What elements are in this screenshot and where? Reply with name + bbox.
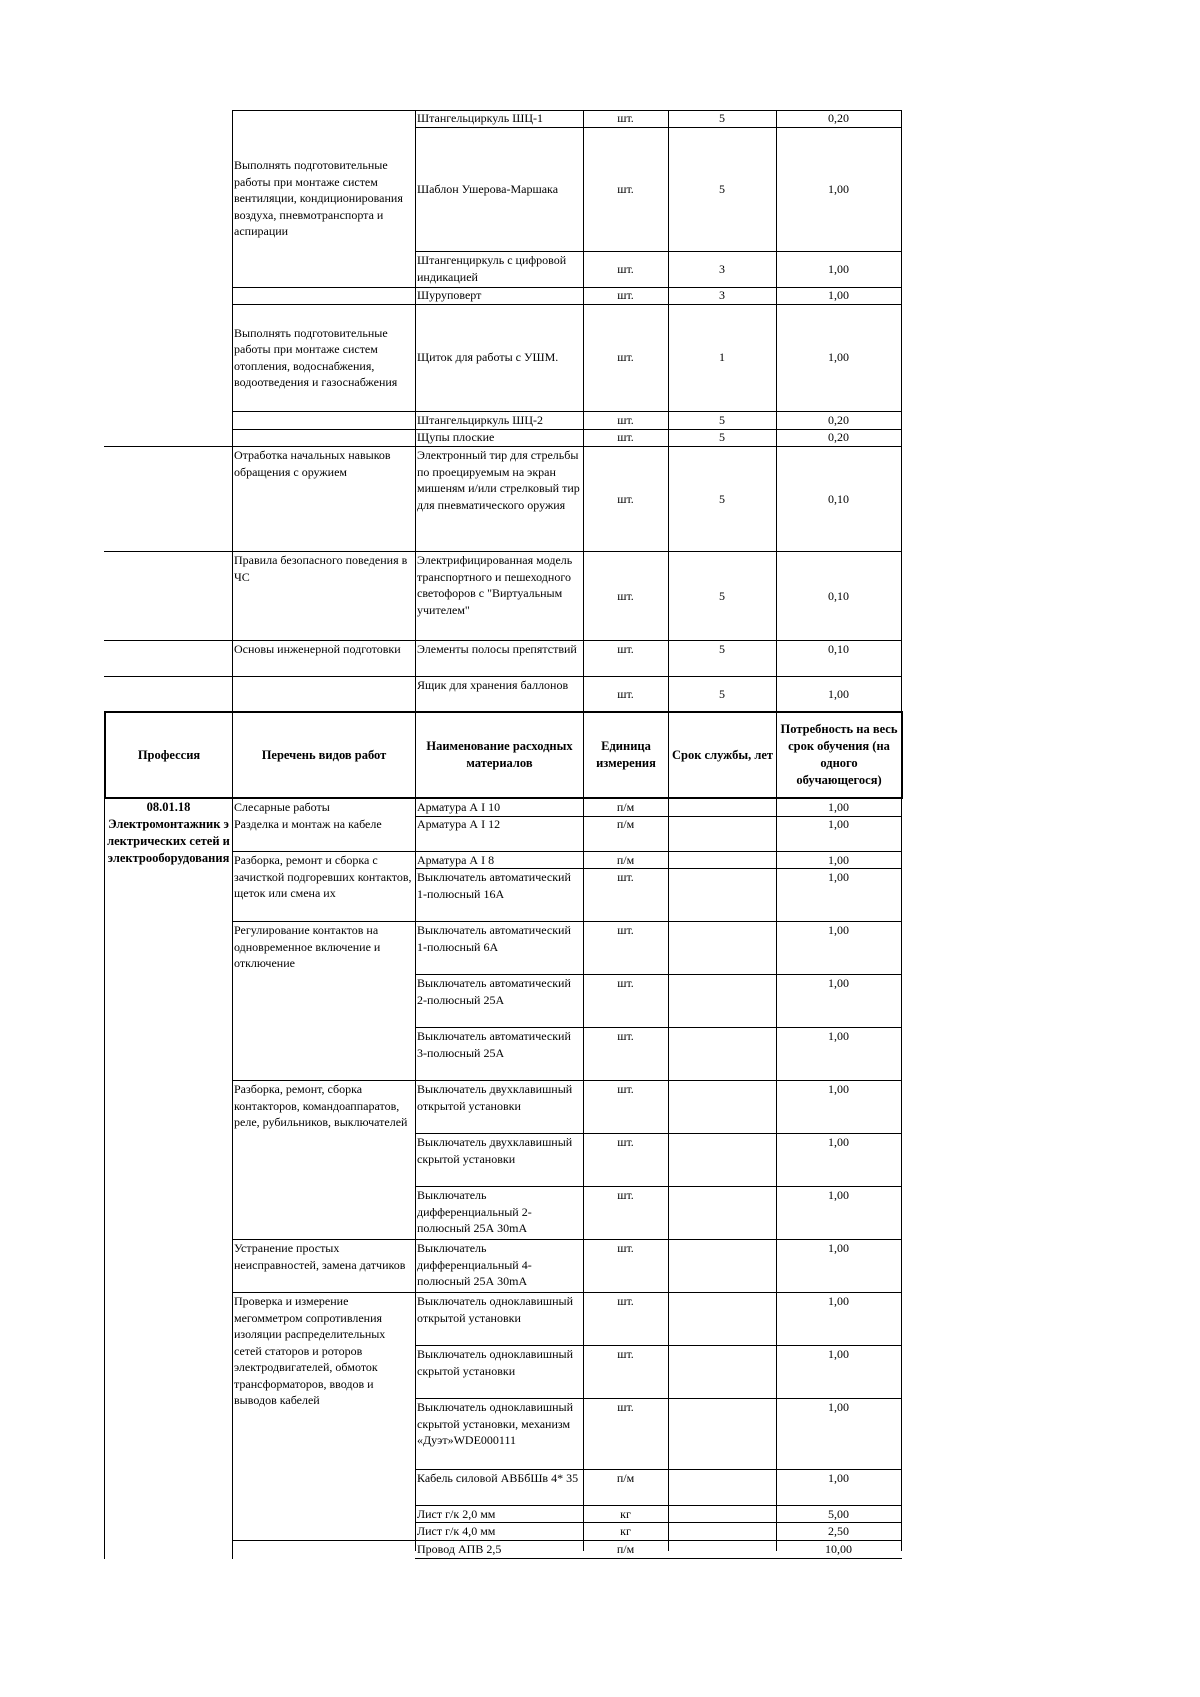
- table-cell-unit: шт.: [617, 181, 634, 196]
- profession-code: 08.01.18: [146, 800, 191, 814]
- work-item: Проверка и измерение мегомметром сопротивления изоляции распределительных сетей статоров и роторов электродвигателей, обмоток трансформаторов, вводов и выводов кабелей: [234, 1294, 386, 1407]
- material-need: 1,00: [828, 1188, 849, 1202]
- header-need: Потребность на весь срок обучения (на одного обучающегося): [780, 722, 898, 787]
- table-cell-qty: 5: [719, 181, 725, 196]
- table-cell-work: Отработка начальных навыков обращения с оружием: [234, 448, 391, 479]
- header-materials: Наименование расходных материалов: [426, 739, 573, 770]
- table-cell-item: Щиток для работы с УШМ.: [417, 350, 559, 365]
- header-profession: Профессия: [137, 747, 201, 762]
- material-name: Выключатель дифференциальный 2-полюсный 25А 30mA: [417, 1188, 532, 1235]
- material-unit: шт.: [617, 1082, 634, 1096]
- material-need: 1,00: [828, 853, 849, 867]
- table-cell-qty: 3: [719, 262, 725, 277]
- material-need: 1,00: [828, 1082, 849, 1096]
- work-item: Разделка и монтаж на кабеле: [234, 817, 382, 831]
- table-cell-item: Штангельциркуль ШЦ-1: [417, 111, 543, 125]
- work-item: Устранение простых неисправностей, замена датчиков: [234, 1241, 406, 1272]
- material-name: Выключатель одноклавишный скрытой установки: [417, 1347, 574, 1378]
- table-cell-item: Шаблон Ушерова-Маршака: [417, 181, 559, 196]
- table-cell-rate: 1,00: [828, 262, 849, 277]
- material-unit: шт.: [617, 1400, 634, 1414]
- work-item: Разборка, ремонт и сборка с зачисткой подгоревших контактов, щеток или смена их: [234, 853, 412, 900]
- table-cell-unit: шт.: [617, 588, 634, 603]
- material-need: 1,00: [828, 870, 849, 884]
- table-cell-qty: 5: [719, 491, 725, 506]
- material-unit: кг: [620, 1524, 631, 1538]
- material-unit: п/м: [616, 800, 635, 814]
- table-cell-unit: шт.: [617, 350, 634, 365]
- table-cell-rate: 1,00: [828, 350, 849, 365]
- table-cell-item: Щупы плоские: [417, 430, 495, 444]
- material-need: 1,00: [828, 1471, 849, 1485]
- table-cell-work: Выполнять подготовительные работы при монтаже систем отопления, водоснабжения, водоотведения и газоснабжения: [234, 325, 398, 389]
- table-cell-unit: шт.: [617, 642, 634, 656]
- table-cell-rate: 1,00: [828, 181, 849, 196]
- material-need: 10,00: [825, 1542, 852, 1556]
- material-need: 1,00: [828, 923, 849, 937]
- material-name: Выключатель автоматический 2-полюсный 25А: [417, 976, 571, 1007]
- table-cell-item: Шуруповерт: [417, 288, 482, 302]
- material-unit: п/м: [616, 817, 635, 831]
- table-cell-rate: 1,00: [828, 686, 849, 701]
- table-cell-unit: шт.: [617, 413, 634, 427]
- material-need: 1,00: [828, 800, 849, 814]
- material-unit: п/м: [616, 853, 635, 867]
- material-unit: шт.: [617, 1188, 634, 1202]
- table-cell-rate: 0,20: [828, 430, 849, 444]
- material-need: 1,00: [828, 976, 849, 990]
- table-cell-work: Основы инженерной подготовки: [234, 642, 401, 656]
- material-need: 1,00: [828, 1294, 849, 1308]
- material-unit: шт.: [617, 1294, 634, 1308]
- material-unit: шт.: [617, 923, 634, 937]
- table-cell-rate: 0,20: [828, 413, 849, 427]
- table-cell-qty: 3: [719, 288, 725, 302]
- table-cell-unit: шт.: [617, 491, 634, 506]
- table-cell-item: Ящик для хранения баллонов: [417, 678, 569, 692]
- material-name: Выключатель двухклавишный открытой установки: [417, 1082, 573, 1113]
- material-name: Выключатель одноклавишный скрытой установки, механизм «Дуэт»WDE000111: [417, 1400, 574, 1447]
- table-cell-item: Элементы полосы препятствий: [417, 642, 577, 656]
- material-need: 5,00: [828, 1507, 849, 1521]
- material-name: Лист г/к 4,0 мм: [417, 1524, 496, 1538]
- material-name: Лист г/к 2,0 мм: [417, 1507, 496, 1521]
- header-service-life: Срок службы, лет: [671, 747, 774, 762]
- material-unit: шт.: [617, 870, 634, 884]
- table-cell-qty: 5: [719, 413, 725, 427]
- table-cell-qty: 1: [719, 350, 725, 365]
- material-unit: п/м: [616, 1471, 635, 1485]
- material-need: 1,00: [828, 1241, 849, 1255]
- material-name: Выключатель автоматический 1-полюсный 16А: [417, 870, 571, 901]
- table-cell-qty: 5: [719, 642, 725, 656]
- material-unit: шт.: [617, 1241, 634, 1255]
- material-unit: шт.: [617, 1135, 634, 1149]
- table-cell-item: Штангельциркуль ШЦ-2: [417, 413, 543, 427]
- material-unit: п/м: [616, 1542, 635, 1556]
- table-cell-qty: 5: [719, 588, 725, 603]
- table-cell-qty: 5: [719, 111, 725, 125]
- table-cell-item: Штангенциркуль с цифровой индикацией: [417, 253, 567, 284]
- profession-name: Электромонтажник электрических сетей и электрооборудования: [107, 817, 230, 865]
- material-name: Арматура А I 10: [417, 800, 501, 814]
- table-cell-work: Выполнять подготовительные работы при монтаже систем вентиляции, кондиционирования воздуха, пневмотранспорта и аспирации: [234, 158, 403, 239]
- table-cell-unit: шт.: [617, 430, 634, 444]
- material-name: Выключатель автоматический 1-полюсный 6А: [417, 923, 571, 954]
- material-name: Выключатель автоматический 3-полюсный 25А: [417, 1029, 571, 1060]
- material-need: 1,00: [828, 1029, 849, 1043]
- material-need: 1,00: [828, 817, 849, 831]
- material-name: Выключатель дифференциальный 4-полюсный 25А 30mA: [417, 1241, 532, 1288]
- material-name: Выключатель одноклавишный открытой установки: [417, 1294, 574, 1325]
- table-cell-rate: 0,10: [828, 491, 849, 506]
- material-need: 1,00: [828, 1347, 849, 1361]
- table-cell-unit: шт.: [617, 288, 634, 302]
- work-item: Разборка, ремонт, сборка контакторов, командоаппаратов, реле, рубильников, выключателей: [234, 1082, 408, 1129]
- material-need: 2,50: [828, 1524, 849, 1538]
- table-cell-rate: 0,10: [828, 588, 849, 603]
- material-need: 1,00: [828, 1135, 849, 1149]
- table-cell-rate: 1,00: [828, 288, 849, 302]
- material-need: 1,00: [828, 1400, 849, 1414]
- table-cell-unit: шт.: [617, 262, 634, 277]
- header-unit: Единица измерения: [596, 739, 656, 770]
- material-name: Арматура А I 8: [417, 853, 495, 867]
- table-cell-qty: 5: [719, 430, 725, 444]
- work-item: Регулирование контактов на одновременное включение и отключение: [234, 923, 381, 970]
- material-name: Выключатель двухклавишный скрытой установки: [417, 1135, 573, 1166]
- work-item: Слесарные работы: [234, 800, 330, 814]
- table-cell-rate: 0,10: [828, 642, 849, 656]
- table-cell-qty: 5: [719, 686, 725, 701]
- table-cell-item: Электронный тир для стрельбы по проецируемым на экран мишеням и/или стрелковый тир для пневматического оружия: [417, 448, 580, 512]
- table-cell-unit: шт.: [617, 686, 634, 701]
- material-unit: шт.: [617, 1029, 634, 1043]
- table-cell-unit: шт.: [617, 111, 634, 125]
- material-name: Провод АПВ 2,5: [417, 1542, 502, 1556]
- material-name: Кабель силовой АВБбШв 4* 35: [417, 1471, 579, 1485]
- material-unit: шт.: [617, 1347, 634, 1361]
- material-unit: кг: [620, 1507, 631, 1521]
- material-name: Арматура А I 12: [417, 817, 501, 831]
- header-works: Перечень видов работ: [261, 747, 387, 762]
- material-unit: шт.: [617, 976, 634, 990]
- table-cell-rate: 0,20: [828, 111, 849, 125]
- table-cell-work: Правила безопасного поведения в ЧС: [234, 553, 408, 584]
- table-cell-item: Электрифицированная модель транспортного и пешеходного светофоров с "Виртуальным учителем": [417, 553, 573, 617]
